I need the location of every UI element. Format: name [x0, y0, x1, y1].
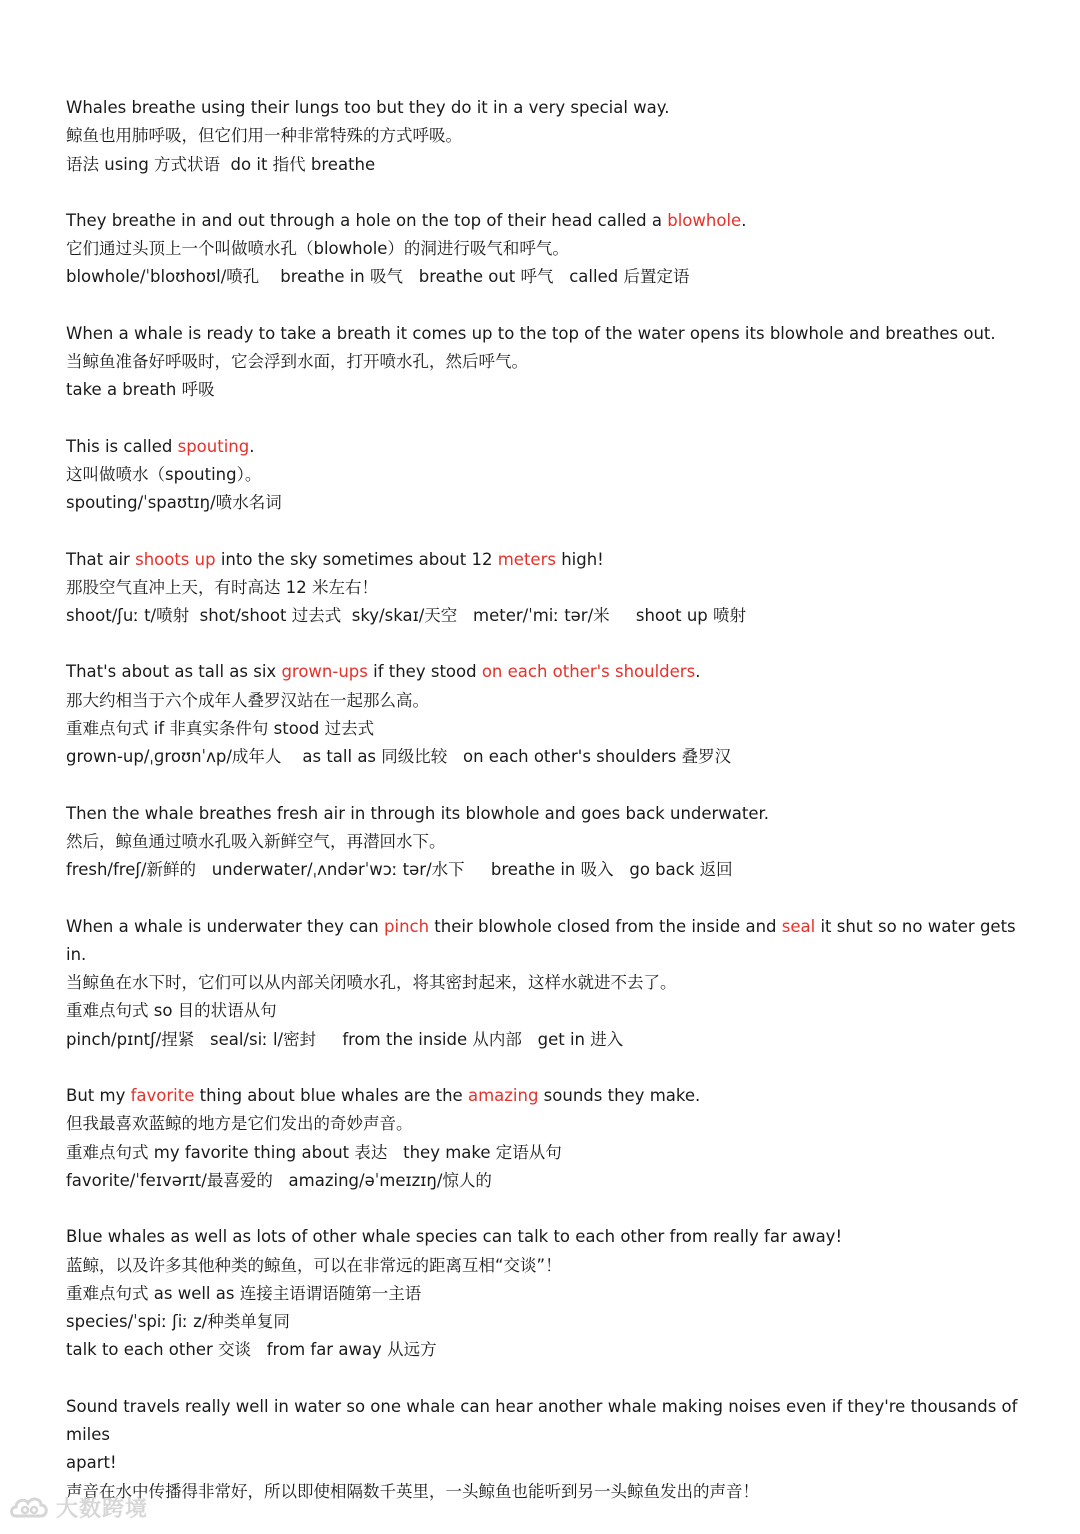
text-segment: 语法 using 方式状语 do it 指代 breathe [66, 154, 376, 174]
text-line [66, 743, 1026, 771]
text-segment: Whales breathe using their lungs too but they do it in a very special way. [66, 98, 670, 117]
highlighted-word: grown-ups [281, 662, 368, 682]
text-segment: if they stood [367, 662, 482, 682]
paragraph-block [66, 546, 1026, 631]
text-segment: They breathe in and out through a hole on the top of their head called a [66, 210, 668, 230]
text-segment: 声音在水中传播得非常好，所以即使相隔数千英里，一头鲸鱼也能听到另一头鲸鱼发出的声音！ [66, 1481, 759, 1501]
text-line [66, 348, 1026, 376]
paragraph-block [66, 207, 1026, 292]
text-line [66, 800, 1026, 828]
text-segment: 重难点句式 so 目的状语从句 [66, 1001, 277, 1021]
text-segment: it shut so no water gets in. [66, 916, 1021, 964]
highlighted-word: favorite [130, 1086, 195, 1106]
text-segment: apart! [66, 1453, 117, 1473]
text-line [66, 715, 1026, 743]
text-line [66, 1252, 1026, 1280]
paragraph-block [66, 1393, 1026, 1506]
text-line [66, 207, 1026, 235]
text-segment: take a breath 呼吸 [66, 380, 215, 400]
text-segment: Then the whale breathes fresh air in through its blowhole and goes back underwater. [66, 803, 770, 823]
text-line [66, 574, 1026, 602]
text-segment: 重难点句式 if 非真实条件句 stood 过去式 [66, 719, 375, 739]
text-line [66, 969, 1026, 997]
text-segment: high! [555, 549, 604, 569]
highlighted-word: on each other's shoulders [481, 662, 696, 682]
paragraph-block [66, 433, 1026, 518]
text-line [66, 122, 1026, 150]
highlighted-word: seal [781, 916, 816, 936]
text-line [66, 1336, 1026, 1364]
text-segment: favorite/ˈfeɪvərɪt/最喜爱的 amazing/əˈmeɪzɪŋ/惊人的 [66, 1170, 492, 1190]
text-segment: 当鲸鱼在水下时，它们可以从内部关闭喷水孔，将其密封起来，这样水就进不去了。 [66, 973, 677, 993]
paragraph-block [66, 320, 1026, 405]
highlighted-word: pinch [384, 916, 430, 936]
document-body [66, 94, 1026, 1534]
text-segment: talk to each other 交谈 from far away 从远方 [66, 1340, 437, 1360]
paragraph-block [66, 800, 1026, 885]
text-segment: When a whale is ready to take a breath it comes up to the top of the water opens its blowhole and breathes out. [66, 323, 996, 343]
text-segment: That air [66, 549, 136, 569]
text-line [66, 856, 1026, 884]
text-segment: pinch/pɪntʃ/捏紧 seal/siː l/密封 from the inside 从内部 get in 进入 [66, 1029, 624, 1049]
paragraph-block [66, 913, 1026, 1054]
text-line [66, 997, 1026, 1025]
text-segment: 它们通过头顶上一个叫做喷水孔（blowhole）的洞进行吸气和呼气。 [66, 239, 569, 259]
text-line [66, 658, 1026, 686]
text-segment: fresh/freʃ/新鲜的 underwater/ˌʌndərˈwɔː tər/水下 breathe in 吸入 go back 返回 [66, 860, 733, 880]
text-line [66, 913, 1026, 970]
text-segment: . [695, 662, 701, 682]
text-segment: 鲸鱼也用肺呼吸，但它们用一种非常特殊的方式呼吸。 [66, 126, 462, 146]
text-segment: grown-up/ˌɡroʊnˈʌp/成年人 as tall as 同级比较 on each other's shoulders 叠罗汉 [66, 747, 732, 767]
text-segment: 重难点句式 my favorite thing about 表达 they make 定语从句 [66, 1142, 562, 1162]
text-line [66, 376, 1026, 404]
text-line [66, 320, 1026, 348]
text-line [66, 1167, 1026, 1195]
text-segment: 当鲸鱼准备好呼吸时，它会浮到水面，打开喷水孔，然后呼气。 [66, 352, 528, 372]
text-line [66, 151, 1026, 179]
text-line [66, 1139, 1026, 1167]
text-segment: shoot/ʃuː t/喷射 shot/shoot 过去式 sky/skaɪ/天空 meter/ˈmiː tər/米 shoot up 喷射 [66, 606, 747, 626]
text-segment: 然后，鲸鱼通过喷水孔吸入新鲜空气，再潜回水下。 [66, 831, 446, 851]
text-segment: sounds they make. [538, 1086, 701, 1106]
highlighted-word: meters [497, 549, 556, 569]
text-line [66, 1082, 1026, 1110]
text-segment: Blue whales as well as lots of other whale species can talk to each other from really far away! [66, 1227, 843, 1247]
paragraph-block [66, 1082, 1026, 1195]
text-line [66, 489, 1026, 517]
text-segment: thing about blue whales are the [194, 1086, 468, 1106]
highlighted-word: spouting [177, 436, 250, 456]
text-segment: their blowhole closed from the inside and [429, 916, 782, 936]
paragraph-block [66, 1223, 1026, 1364]
text-segment: That's about as tall as six [66, 662, 282, 682]
text-line [66, 94, 1026, 122]
text-line [66, 1478, 1026, 1506]
text-line [66, 1026, 1026, 1054]
text-line [66, 433, 1026, 461]
text-segment: into the sky sometimes about 12 [215, 549, 498, 569]
text-line [66, 1110, 1026, 1138]
text-line [66, 828, 1026, 856]
text-line [66, 1280, 1026, 1308]
paragraph-block [66, 658, 1026, 771]
text-segment: . [741, 210, 747, 230]
text-line [66, 687, 1026, 715]
text-segment: This is called [66, 436, 178, 456]
watermark [8, 1490, 148, 1524]
text-line [66, 1393, 1026, 1450]
highlighted-word: shoots up [135, 549, 216, 569]
text-line [66, 461, 1026, 489]
text-segment: 重难点句式 as well as 连接主语谓语随第一主语 [66, 1283, 422, 1303]
text-segment: But my [66, 1086, 131, 1106]
text-line [66, 1308, 1026, 1336]
text-segment: 但我最喜欢蓝鲸的地方是它们发出的奇妙声音。 [66, 1114, 413, 1134]
highlighted-word: amazing [467, 1086, 539, 1106]
text-line [66, 1223, 1026, 1251]
text-line [66, 546, 1026, 574]
text-segment: spouting/ˈspaʊtɪŋ/喷水名词 [66, 493, 282, 513]
text-line [66, 235, 1026, 263]
text-segment: blowhole/ˈbloʊhoʊl/喷孔 breathe in 吸气 breathe out 呼气 called 后置定语 [66, 267, 690, 287]
text-segment: When a whale is underwater they can [66, 916, 385, 936]
watermark-text: 大数跨境 [56, 1496, 149, 1522]
text-segment: 蓝鲸，以及许多其他种类的鲸鱼，可以在非常远的距离互相“交谈”！ [66, 1255, 562, 1275]
text-line [66, 1449, 1026, 1477]
cloud-logo-icon [8, 1492, 52, 1522]
text-segment: species/ˈspiː ʃiː z/种类单复同 [66, 1312, 290, 1332]
text-line [66, 263, 1026, 291]
text-segment: . [249, 436, 255, 456]
text-segment: 那股空气直冲上天，有时高达 12 米左右！ [66, 577, 378, 597]
text-segment: 那大约相当于六个成年人叠罗汉站在一起那么高。 [66, 690, 429, 710]
text-line [66, 602, 1026, 630]
text-segment: Sound travels really well in water so one whale can hear another whale making noises even if they're thousands of miles [66, 1396, 1023, 1444]
paragraph-block [66, 94, 1026, 179]
text-segment: 这叫做喷水（spouting）。 [66, 464, 262, 484]
highlighted-word: blowhole [667, 210, 742, 230]
